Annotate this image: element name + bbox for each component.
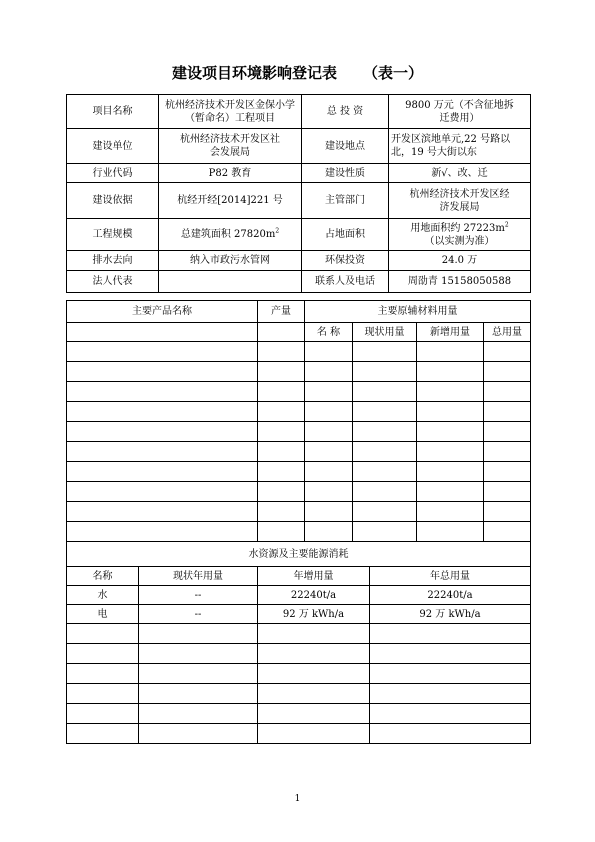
contact-value: 周劭青 15158050588 bbox=[389, 271, 531, 293]
area-value bbox=[389, 219, 531, 251]
material-new-header: 新增用量 bbox=[417, 323, 484, 342]
table-row bbox=[67, 664, 531, 684]
product-name-cell bbox=[67, 323, 258, 342]
drain-value: 纳入市政污水管网 bbox=[159, 251, 302, 271]
electricity-current: -- bbox=[139, 605, 258, 624]
table-row bbox=[67, 502, 531, 522]
contact-label: 联系人及电话 bbox=[302, 271, 389, 293]
table-row bbox=[67, 684, 531, 704]
project-name-label: 项目名称 bbox=[67, 95, 159, 129]
water-increase: 22240t/a bbox=[258, 586, 370, 605]
energy-section-title: 水资源及主要能源消耗 bbox=[67, 542, 531, 567]
table-row bbox=[67, 704, 531, 724]
energy-table bbox=[66, 541, 531, 744]
table-row bbox=[67, 442, 531, 462]
unit-label: 建设单位 bbox=[67, 129, 159, 164]
legal-label: 法人代表 bbox=[67, 271, 159, 293]
output-cell bbox=[258, 323, 305, 342]
energy-increase-header: 年增用量 bbox=[258, 567, 370, 586]
table-row bbox=[67, 522, 531, 542]
energy-current-header: 现状年用量 bbox=[139, 567, 258, 586]
scale-text: 总建筑面积 27820m bbox=[180, 229, 276, 240]
area-label: 占地面积 bbox=[302, 219, 389, 251]
env-invest-label: 环保投资 bbox=[302, 251, 389, 271]
nature-value: 新√、改、迁 bbox=[389, 164, 531, 183]
table-row bbox=[67, 382, 531, 402]
table-row bbox=[67, 624, 531, 644]
scale-value bbox=[159, 219, 302, 251]
electricity-name: 电 bbox=[67, 605, 139, 624]
materials-header: 主要原辅材料用量 bbox=[305, 301, 531, 323]
legal-value bbox=[159, 271, 302, 293]
area-note: （以实测为准） bbox=[424, 235, 495, 247]
material-name-header: 名 称 bbox=[305, 323, 353, 342]
scale-label: 工程规模 bbox=[67, 219, 159, 251]
site-label: 建设地点 bbox=[302, 129, 389, 164]
table-row bbox=[67, 586, 531, 605]
water-name: 水 bbox=[67, 586, 139, 605]
material-total-header: 总用量 bbox=[484, 323, 531, 342]
project-name-value: 杭州经济技术开发区金保小学（暂命名）工程项目 bbox=[159, 95, 302, 129]
water-current: -- bbox=[139, 586, 258, 605]
table-row bbox=[67, 605, 531, 624]
page-number: 1 bbox=[294, 794, 301, 804]
products-table bbox=[66, 300, 531, 542]
industry-value: P82 教育 bbox=[159, 164, 302, 183]
table-row bbox=[67, 724, 531, 744]
table-row bbox=[67, 644, 531, 664]
table-row bbox=[67, 342, 531, 362]
table-row bbox=[67, 482, 531, 502]
area-unit-sup: 2 bbox=[504, 221, 509, 229]
env-invest-value: 24.0 万 bbox=[389, 251, 531, 271]
title-sub: （表一） bbox=[363, 64, 424, 82]
page-title bbox=[0, 62, 595, 83]
table-row bbox=[67, 462, 531, 482]
electricity-increase: 92 万 kWh/a bbox=[258, 605, 370, 624]
site-value: 开发区滨地单元,22 号路以北，19 号大街以东 bbox=[389, 129, 531, 164]
basis-label: 建设依据 bbox=[67, 183, 159, 219]
product-name-header: 主要产品名称 bbox=[67, 301, 258, 323]
project-info-table bbox=[66, 94, 531, 293]
water-total: 22240t/a bbox=[370, 586, 531, 605]
output-header: 产量 bbox=[258, 301, 305, 323]
authority-label: 主管部门 bbox=[302, 183, 389, 219]
energy-name-header: 名称 bbox=[67, 567, 139, 586]
table-row bbox=[67, 362, 531, 382]
drain-label: 排水去向 bbox=[67, 251, 159, 271]
unit-value: 杭州经济技术开发区社会发展局 bbox=[159, 129, 302, 164]
investment-value: 9800 万元（不含征地拆迁费用） bbox=[389, 95, 531, 129]
area-text: 用地面积约 27223m bbox=[410, 222, 505, 234]
electricity-total: 92 万 kWh/a bbox=[370, 605, 531, 624]
authority-value: 杭州经济技术开发区经济发展局 bbox=[389, 183, 531, 219]
title-main: 建设项目环境影响登记表 bbox=[171, 64, 337, 82]
industry-label: 行业代码 bbox=[67, 164, 159, 183]
table-row bbox=[67, 422, 531, 442]
energy-total-header: 年总用量 bbox=[370, 567, 531, 586]
material-current-header: 现状用量 bbox=[353, 323, 417, 342]
nature-label: 建设性质 bbox=[302, 164, 389, 183]
investment-label: 总 投 资 bbox=[302, 95, 389, 129]
basis-value: 杭经开经[2014]221 号 bbox=[159, 183, 302, 219]
scale-unit-sup: 2 bbox=[275, 227, 280, 235]
table-row bbox=[67, 402, 531, 422]
